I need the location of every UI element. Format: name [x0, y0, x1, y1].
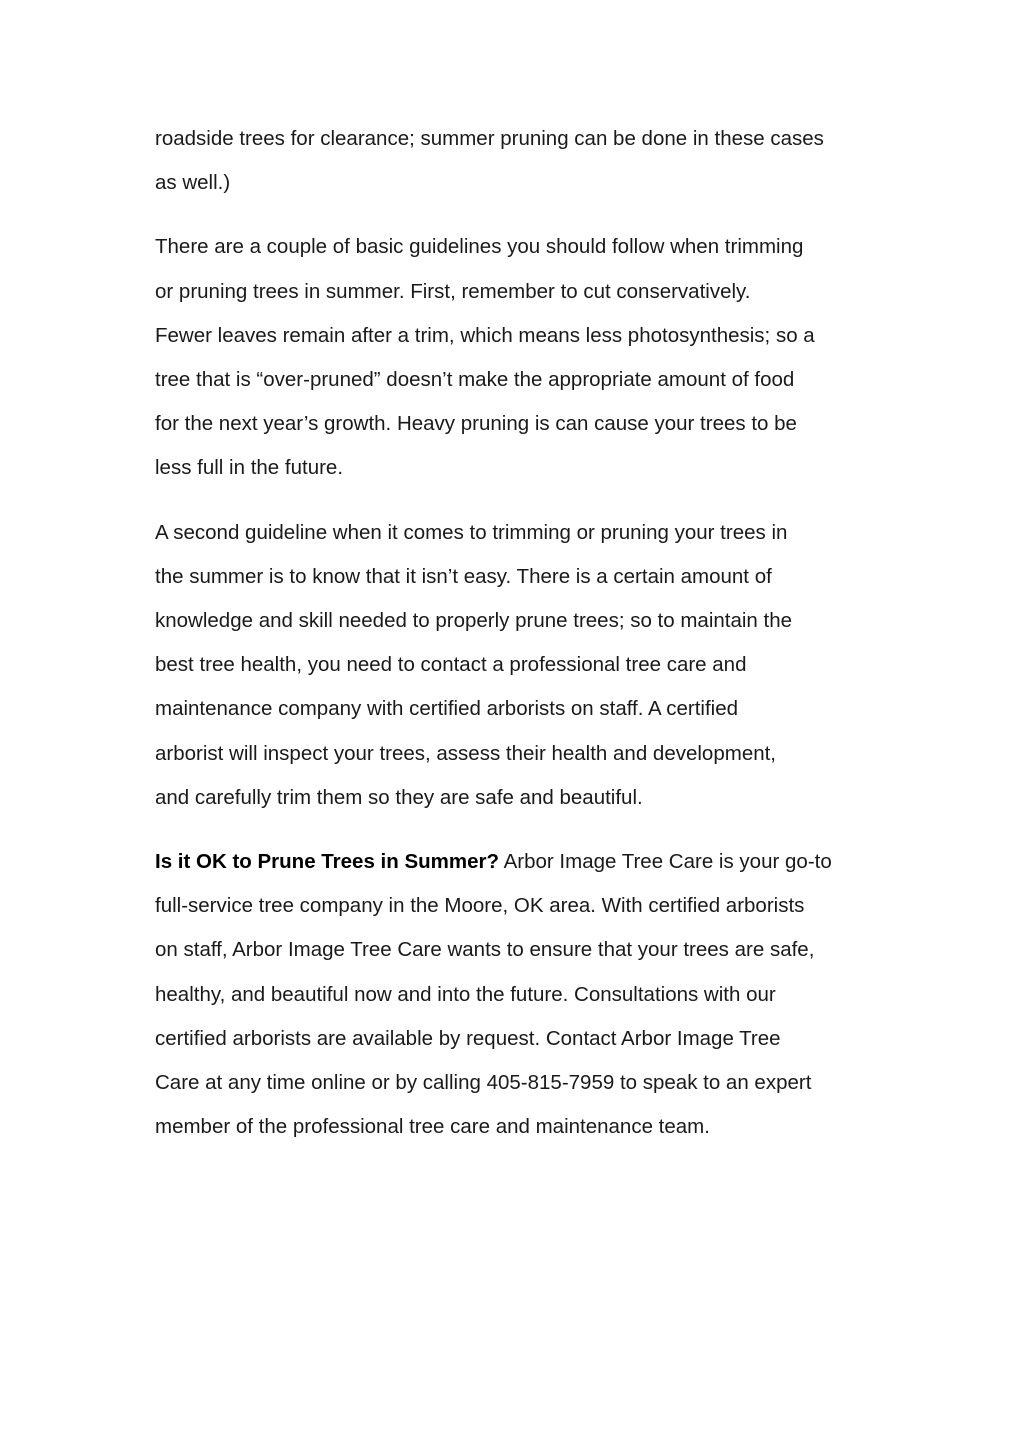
paragraph-roadside-clearance [155, 117, 877, 205]
paragraph-second-guideline [155, 511, 877, 820]
paragraph-text: roadside trees for clearance; summer pruning can be done in these cases as well.) [155, 127, 824, 195]
paragraph-text: There are a couple of basic guidelines you should follow when trimming or pruning trees in summer. First, remember to cut conservatively. Fewer leaves remain after a trim, which means less photosynthesis; so a tree that is “over-pruned” doesn’t make the appropriate amount of food for the next year’s growth. Heavy pruning is can cause your trees to be less full in the future. [155, 235, 815, 480]
paragraph-text: Arbor Image Tree Care is your go-to full-service tree company in the Moore, OK area. With certified arborists on staff, Arbor Image Tree Care wants to ensure that your trees are safe, healthy, and beautiful now and into the future. Consultations with our certified arborists are available by request. Contact Arbor Image Tree Care at any time online or by calling 405-815-7959 to speak to an expert member of the professional tree care and maintenance team. [155, 850, 832, 1139]
paragraph-text: A second guideline when it comes to trimming or pruning your trees in the summer is to know that it isn’t easy. There is a certain amount of knowledge and skill needed to properly prune trees; so to maintain the best tree health, you need to contact a professional tree care and maintenance company with certified arborists on staff. A certified arborist will inspect your trees, assess their health and development, and carefully trim them so they are safe and beautiful. [155, 520, 793, 809]
paragraph-company-info [155, 840, 877, 1149]
document-page [155, 117, 877, 1149]
paragraph-basic-guidelines [155, 225, 877, 490]
section-heading: Is it OK to Prune Trees in Summer? [155, 850, 500, 874]
